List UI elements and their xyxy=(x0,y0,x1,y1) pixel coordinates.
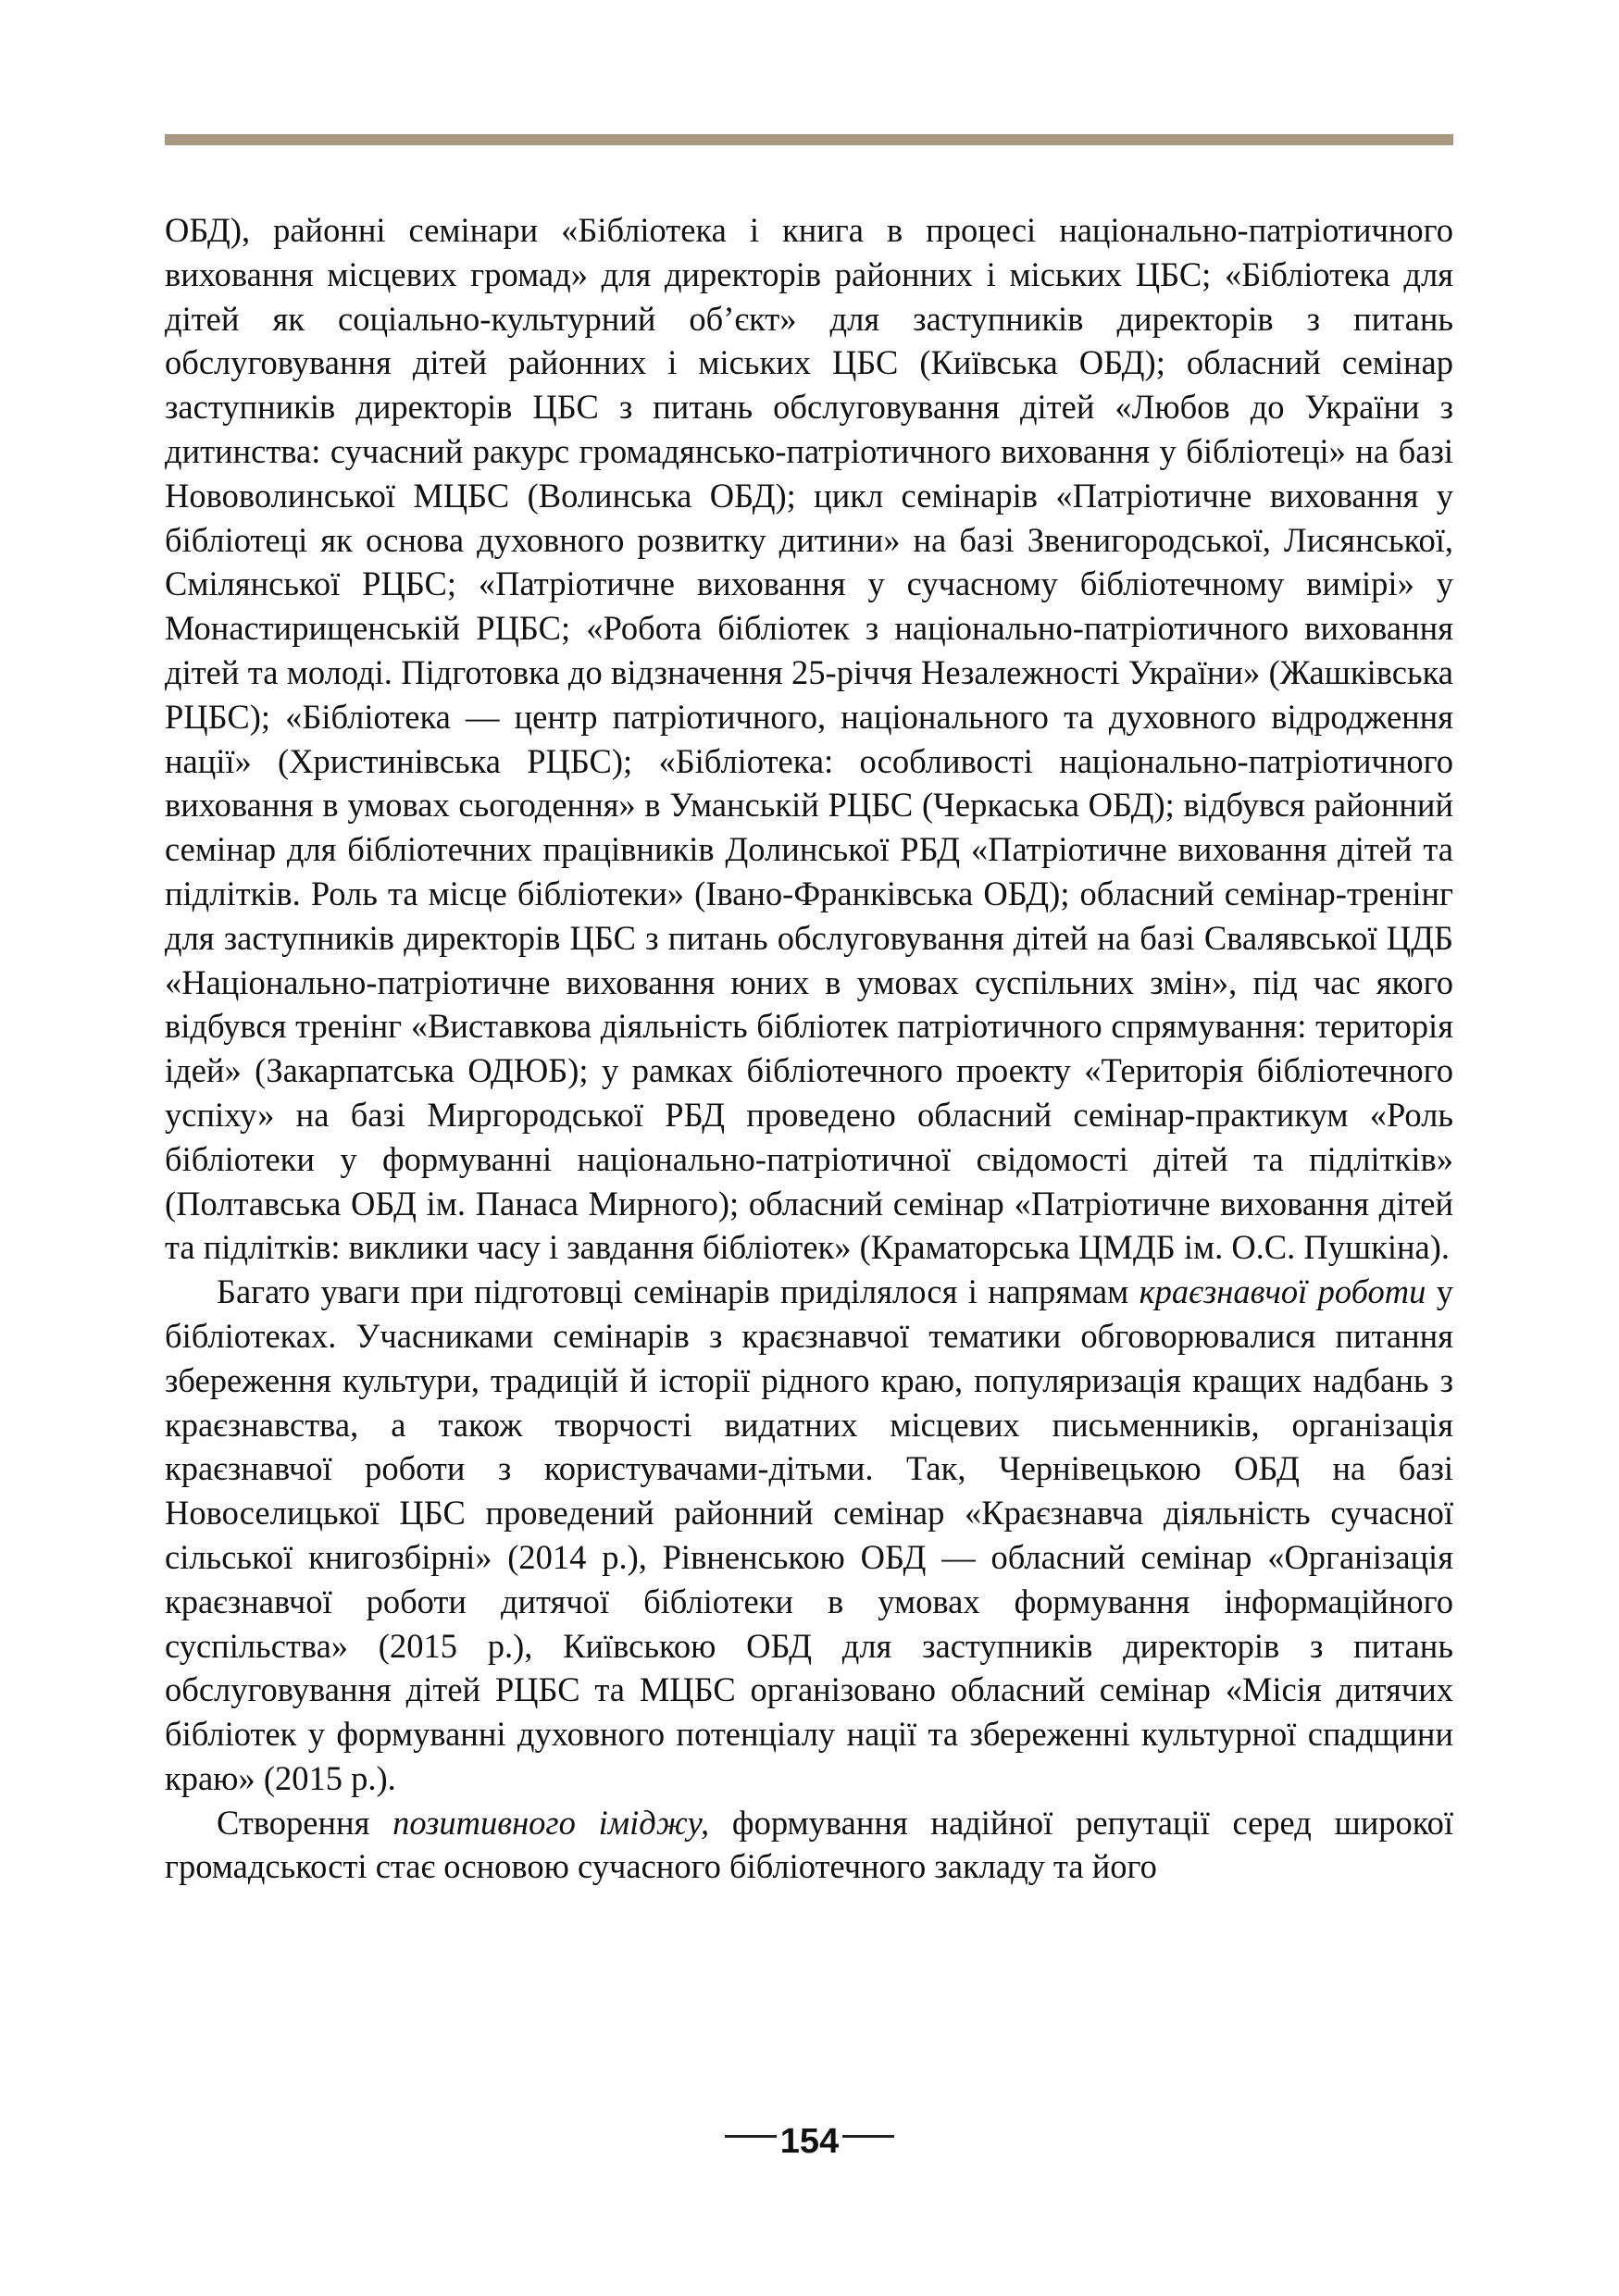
paragraph-2-rest: у бібліотеках. Учасниками семінарів з краєзнавчої тематики обговорювалися питання збереження культури, традицій й історії рідного краю, популяризація кращих надбань з краєзнавства, а також творчості видатних місцевих письменників, організація краєзнавчої роботи з користувачами-дітьми. Так, Чернівецькою ОБД на базі Новоселицької ЦБС проведений районний семінар «Краєзнавча діяльність сучасної сільської книгозбірні» (2014 р.), Рівненською ОБД — обласний семінар «Організація краєзнавчої роботи дитячої бібліотеки в умовах формування інформаційного суспільства» (2015 р.), Київською ОБД для заступників директорів з питань обслуговування дітей РЦБС та МЦБС організовано обласний семінар «Місія дитячих бібліотек у формуванні духовного потенціалу нації та збереженні культурної спадщини краю» (2015 р.). xyxy=(165,1272,1454,1797)
page-footer xyxy=(0,2114,1619,2169)
paragraph-2-lead: Багато уваги при підготовці семінарів приділялося і напрямам xyxy=(217,1272,1140,1311)
paragraph-2-emphasis: краєзнавчої роботи xyxy=(1139,1272,1426,1311)
paragraph-1: ОБД), районні семінари «Бібліотека і книга в процесі національно-патріотичного виховання місцевих громад» для директорів районних і міських ЦБС; «Бібліотека для дітей як соціально-культурний об’єкт» для заступників директорів з питань обслуговування дітей районних і міських ЦБС (Київська ОБД); обласний семінар заступників директорів ЦБС з питань обслуговування дітей «Любов до України з дитинства: сучасний ракурс громадянсько-патріотичного виховання у бібліотеці» на базі Нововолинської МЦБС (Волинська ОБД); цикл семінарів «Патріотичне виховання у бібліотеці як основа духовного розвитку дитини» на базі Звенигородської, Лисянської, Смілянської РЦБС; «Патріотичне виховання у сучасному бібліотечному вимірі» у Монастирищенській РЦБС; «Робота бібліотек з національно-патріотичного виховання дітей та молоді. Підготовка до відзначення 25-річчя Незалежності України» (Жашківська РЦБС); «Бібліотека — центр патріотичного, національного та духовного відродження нації» (Христинівська РЦБС); «Бібліотека: особливості національно-патріотичного виховання в умовах сьогодення» в Уманській РЦБС (Черкаська ОБД); відбувся районний семінар для бібліотечних працівників Долинської РБД «Патріотичне виховання дітей та підлітків. Роль та місце бібліотеки» (Івано-Франківська ОБД); обласний семінар-тренінг для заступників директорів ЦБС з питань обслуговування дітей на базі Свалявської ЦДБ «Національно-патріотичне виховання юних в умовах суспільних змін», під час якого відбувся тренінг «Виставкова діяльність бібліотек патріотичного спрямування: територія ідей» (Закарпатська ОДЮБ); у рамках бібліотечного проекту «Територія бібліотечного успіху» на базі Миргородської РБД проведено обласний семінар-практикум «Роль бібліотеки у формуванні національно-патріотичної свідомості дітей та підлітків» (Полтавська ОБД ім. Панаса Мирного); обласний семінар «Патріотичне виховання дітей та підлітків: виклики часу і завдання бібліотек» (Краматорська ЦМДБ ім. О.С. Пушкіна). xyxy=(165,211,1453,1267)
page-body xyxy=(165,208,1453,1889)
paragraph-3 xyxy=(165,1801,1453,1890)
paragraph-3-emphasis: позитивного іміджу, xyxy=(392,1803,710,1842)
paragraph-2 xyxy=(165,1270,1453,1801)
header-rule xyxy=(165,134,1453,145)
paragraph-3-rest: формування надійної репутації серед широкої громадськості стає основою сучасного бібліотечного закладу та його xyxy=(165,1803,1453,1886)
footer-dash-right xyxy=(842,2135,894,2138)
page-number: 154 xyxy=(779,2121,840,2161)
footer-dash-left xyxy=(725,2135,777,2138)
paragraph-3-lead: Створення xyxy=(217,1803,393,1842)
